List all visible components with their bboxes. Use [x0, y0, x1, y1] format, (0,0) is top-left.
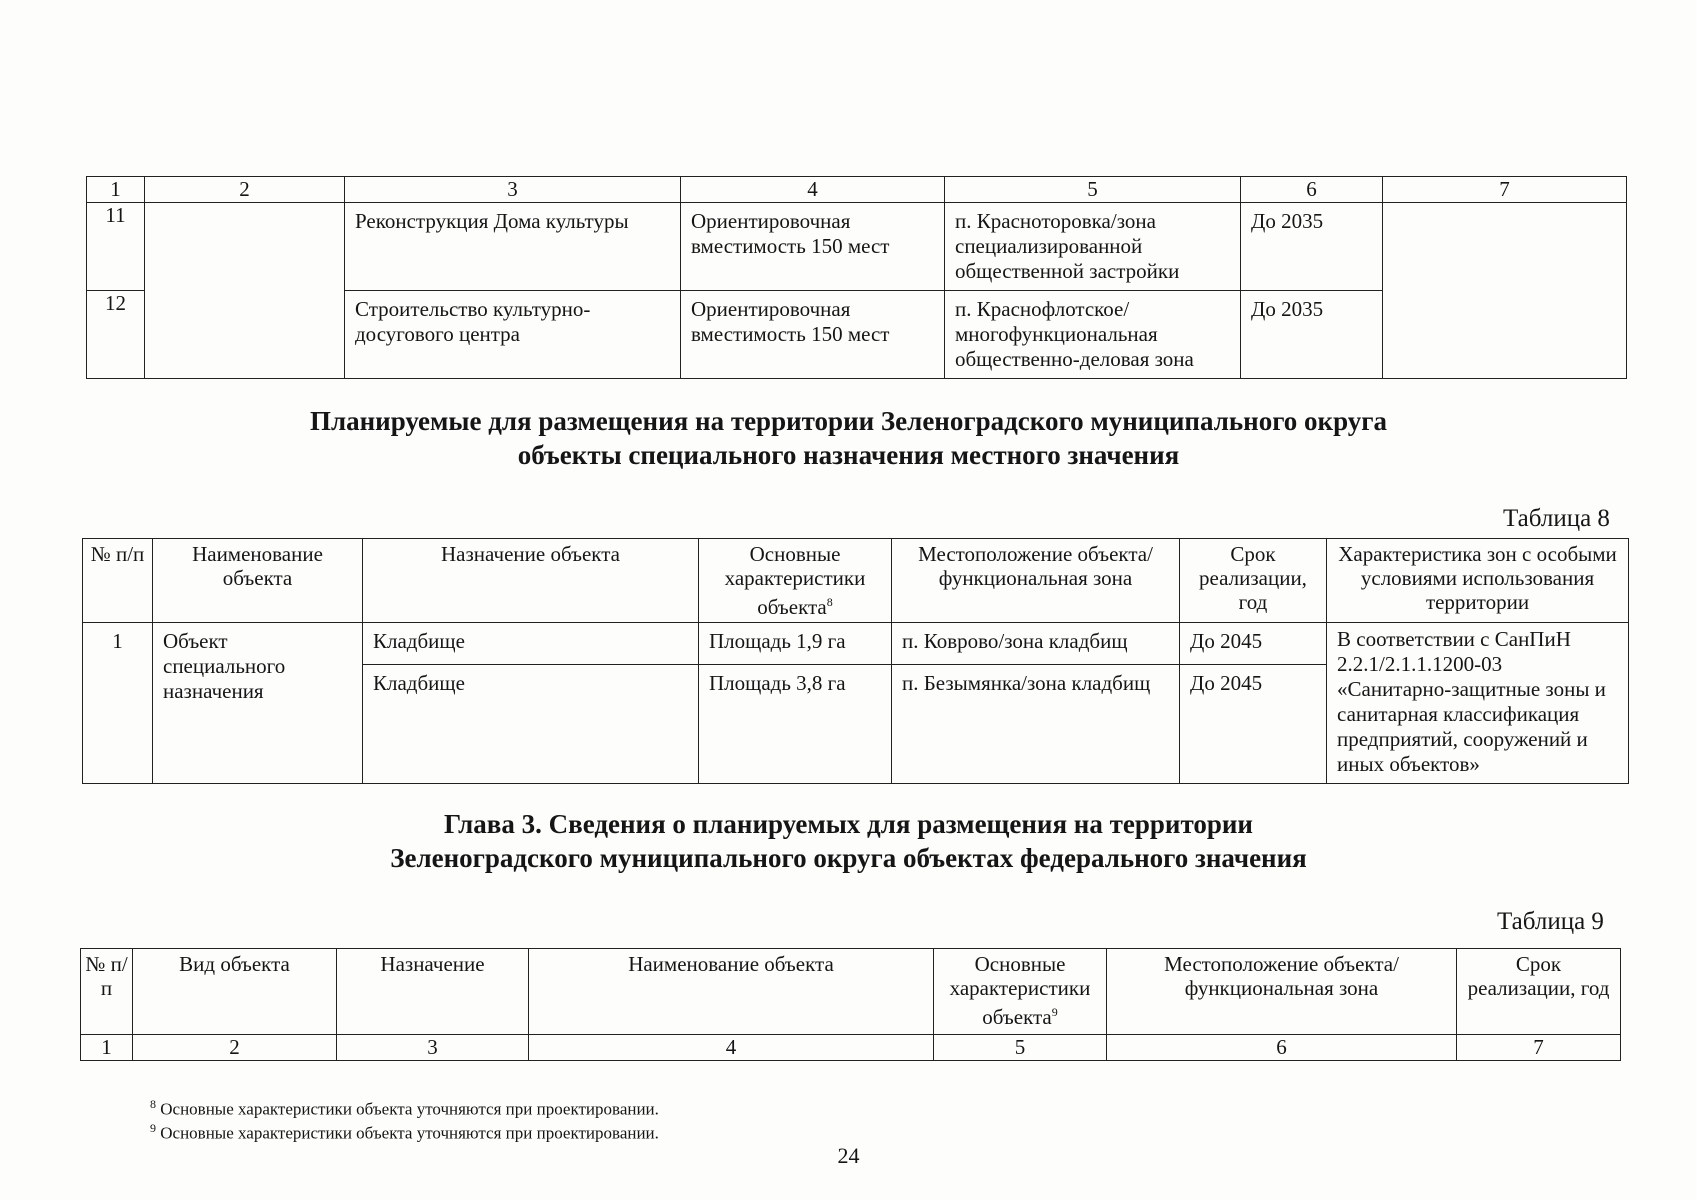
header-row	[81, 949, 1621, 1035]
table-row	[87, 203, 1627, 291]
row-number: 1	[83, 623, 153, 784]
header-num: № п/п	[83, 539, 153, 623]
object-purpose: Кладбище	[363, 623, 699, 665]
col-number: 7	[1457, 1035, 1621, 1061]
col-number: 5	[934, 1035, 1107, 1061]
object-characteristics: Ориентировочная вместимость 150 мест	[681, 203, 945, 291]
header-kind: Вид объекта	[133, 949, 337, 1035]
table-caption: Таблица 9	[1497, 908, 1604, 935]
object-location: п. Краснофлотское/ многофункциональная общественно-деловая зона	[945, 291, 1241, 379]
object-location: п. Коврово/зона кладбищ	[892, 623, 1180, 665]
section-heading: Планируемые для размещения на территории Зеленоградского муниципального округа объекты специального назначения местного значения	[309, 406, 1388, 470]
col-number: 7	[1383, 177, 1627, 203]
object-name: Объект специального назначения	[153, 623, 363, 784]
empty-cell	[145, 203, 345, 379]
header-characteristics: Основные характеристики объекта$^8$	[699, 539, 892, 623]
zones-description: В соответствии с СанПиН 2.2.1/2.1.1.1200-03 «Санитарно-защитные зоны и санитарная классификация предприятий, сооружений и иных объектов»	[1327, 623, 1629, 784]
col-number: 6	[1241, 177, 1383, 203]
col-number: 2	[133, 1035, 337, 1061]
col-number: 1	[87, 177, 145, 203]
col-number: 6	[1107, 1035, 1457, 1061]
chapter-heading: Глава 3. Сведения о планируемых для размещения на территории Зеленоградского муниципального округа объектах федерального значения	[390, 809, 1307, 873]
column-number-row	[81, 1035, 1621, 1061]
footnote: $^9$ Основные характеристики объекта уточняются при проектировании.	[150, 1121, 659, 1143]
implementation-term: До 2035	[1241, 203, 1383, 291]
object-name: Строительство культурно-досугового центра	[345, 291, 681, 379]
col-number: 4	[681, 177, 945, 203]
table-9	[80, 948, 1621, 1061]
footnote: $^8$ Основные характеристики объекта уточняются при проектировании.	[150, 1097, 659, 1119]
header-name: Наименование объекта	[529, 949, 934, 1035]
implementation-term: До 2045	[1180, 623, 1327, 665]
header-term: Срок реализации, год	[1180, 539, 1327, 623]
header-purpose: Назначение	[337, 949, 529, 1035]
header-characteristics: Основные характеристики объекта$^9$	[934, 949, 1107, 1035]
continuation-table	[86, 176, 1627, 379]
row-number: 12	[87, 291, 145, 379]
header-term: Срок реализации, год	[1457, 949, 1621, 1035]
col-number: 3	[345, 177, 681, 203]
object-characteristics: Ориентировочная вместимость 150 мест	[681, 291, 945, 379]
row-number: 11	[87, 203, 145, 291]
col-number: 5	[945, 177, 1241, 203]
implementation-term: До 2045	[1180, 665, 1327, 784]
page-number: 24	[837, 1143, 860, 1168]
col-number: 1	[81, 1035, 133, 1061]
object-characteristics: Площадь 3,8 га	[699, 665, 892, 784]
implementation-term: До 2035	[1241, 291, 1383, 379]
object-name: Реконструкция Дома культуры	[345, 203, 681, 291]
header-zones: Характеристика зон с особыми условиями использования территории	[1327, 539, 1629, 623]
col-number: 4	[529, 1035, 934, 1061]
column-number-row	[87, 177, 1627, 203]
object-characteristics: Площадь 1,9 га	[699, 623, 892, 665]
empty-cell	[1383, 203, 1627, 379]
header-location: Местоположение объекта/функциональная зона	[1107, 949, 1457, 1035]
header-location: Местоположение объекта/функциональная зона	[892, 539, 1180, 623]
col-number: 3	[337, 1035, 529, 1061]
table-8	[82, 538, 1629, 784]
header-row	[83, 539, 1629, 623]
object-location: п. Красноторовка/зона специализированной общественной застройки	[945, 203, 1241, 291]
col-number: 2	[145, 177, 345, 203]
table-row	[83, 623, 1629, 665]
object-location: п. Безымянка/зона кладбищ	[892, 665, 1180, 784]
header-num: № п/п	[81, 949, 133, 1035]
header-purpose: Назначение объекта	[363, 539, 699, 623]
table-caption: Таблица 8	[1503, 505, 1610, 532]
object-purpose: Кладбище	[363, 665, 699, 784]
header-name: Наименование объекта	[153, 539, 363, 623]
